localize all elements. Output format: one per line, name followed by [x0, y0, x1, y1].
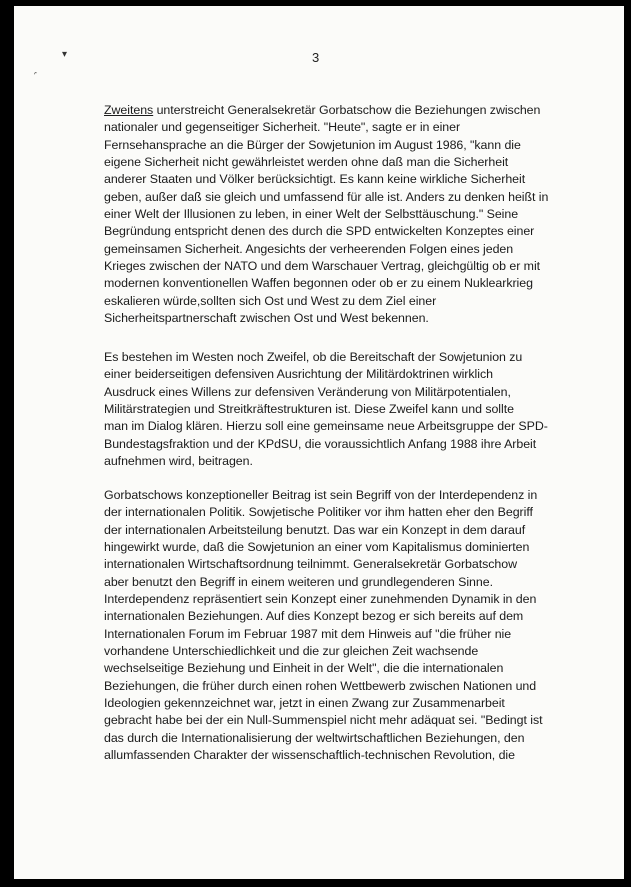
paragraph-line: Gorbatschows konzeptioneller Beitrag ist sein Begriff von der Interdependenz in: [104, 488, 538, 502]
paragraph-line: Bundestagsfraktion und der KPdSU, die voraussichtlich Anfang 1988 ihre Arbeit: [104, 436, 537, 451]
paragraph-line: gebracht habe bei der ein Null-Summenspiel nicht mehr adäquat sei. "Bedingt ist: [104, 713, 543, 728]
paragraph-line: einer beiderseitigen defensiven Ausrichtung der Militärdoktrinen wirklich: [104, 367, 493, 382]
document-page: [14, 6, 624, 879]
paragraph-line: anderer Staaten und Völker berücksichtigt. Es kann keine wirkliche Sicherheit: [104, 172, 526, 187]
paragraph-line: Krieges zwischen der NATO und dem Warschauer Vertrag, gleichgültig ob er mit: [104, 259, 541, 274]
paragraph-line: Ausdruck eines Willens zur defensiven Veränderung von Militärpotentialen,: [104, 384, 511, 399]
page-number: 3: [312, 50, 320, 65]
paragraph-line: nationaler und gegenseitiger Sicherheit. "Heute", sagte er in einer: [104, 120, 461, 135]
paragraph-line: vorhandene Unterschiedlichkeit und die zur gleichen Zeit wachsende: [104, 644, 479, 659]
paragraph-line: man im Dialog klären. Hierzu soll eine gemeinsame neue Arbeitsgruppe der SPD-: [104, 419, 548, 434]
paragraph-line: das durch die Internationalisierung der weltwirtschaftlichen Beziehungen, den: [104, 730, 525, 745]
paragraph-line: der internationalen Arbeitsteilung benutzt. Das war ein Konzept in dem darauf: [104, 522, 526, 537]
paragraph-line: aber benutzt den Begriff in einem weiteren und grundlegenderen Sinne.: [104, 574, 493, 589]
paragraph-line: eigene Sicherheit nicht gewährleistet werden ohne daß man die Sicherheit: [104, 155, 509, 170]
paragraph-line: Sicherheitspartnerschaft zwischen Ost und West bekennen.: [104, 311, 429, 326]
scan-speck: ▾: [62, 49, 68, 60]
paragraph-line: aufnehmen wird, beitragen.: [104, 454, 253, 469]
paragraph-line: Begründung entspricht denen des durch die SPD entwickelten Konzeptes einer: [104, 224, 535, 239]
scan-speck: ˆ: [33, 70, 42, 83]
lead-word: Zweitens: [104, 103, 154, 117]
paragraph-line: wechselseitige Beziehung und Einheit in der Welt", die die internationalen: [104, 661, 504, 676]
paragraph-line: allumfassenden Charakter der wissenschaftlich-technischen Revolution, die: [104, 748, 515, 763]
paragraph-line: Interdependenz repräsentiert sein Konzept einer zunehmenden Dynamik in den: [104, 592, 537, 607]
paragraph-line: hingewirkt wurde, daß die Sowjetunion an einer vom Kapitalismus dominierten: [104, 540, 530, 555]
paragraph-line: Ideologien gekennzeichnet war, jetzt in einen Zwang zur Zusammenarbeit: [104, 696, 505, 711]
paragraph-3: [104, 487, 564, 765]
paragraph-line: Zweitens unterstreicht Generalsekretär Gorbatschow die Beziehungen zwischen: [104, 103, 541, 117]
paragraph-line: internationalen Beziehungen. Auf dies Konzept bezog er sich bereits auf dem: [104, 609, 524, 624]
paragraph-line: Militärstrategien und Streitkräftestrukturen ist. Diese Zweifel kann und sollte: [104, 402, 514, 417]
paragraph-line: Es bestehen im Westen noch Zweifel, ob die Bereitschaft der Sowjetunion zu: [104, 350, 523, 364]
paragraph-line: modernen konventionellen Waffen begonnen oder ob er zu einem Nuklearkrieg: [104, 276, 533, 291]
paragraph-line: Internationalen Forum im Februar 1987 mit dem Hinweis auf "die früher nie: [104, 626, 512, 641]
paragraph-line: Fernsehansprache an die Bürger der Sowjetunion im August 1986, "kann die: [104, 137, 521, 152]
paragraph-line: Beziehungen, die früher durch einen rohen Wettbewerb zwischen Nationen und: [104, 678, 537, 693]
paragraph-line: der internationalen Politik. Sowjetische Politiker vor ihm hatten eher den Begriff: [104, 505, 533, 520]
paragraph-1: [104, 102, 564, 327]
paragraph-line: eskalieren würde,sollten sich Ost und West zu dem Ziel einer: [104, 293, 437, 308]
paragraph-line: internationalen Wirtschaftsordnung teilnimmt. Generalsekretär Gorbatschow: [104, 557, 518, 572]
paragraph-line: gemeinsamen Sicherheit. Angesichts der verheerenden Folgen eines jeden: [104, 241, 514, 256]
paragraph-line: geben, außer daß sie gleich und umfassend für alle ist. Anders zu denken heißt in: [104, 189, 549, 204]
paragraph-2: [104, 349, 564, 470]
paragraph-line: einer Welt der Illusionen zu leben, in einer Welt der Selbsttäuschung." Seine: [104, 207, 519, 222]
